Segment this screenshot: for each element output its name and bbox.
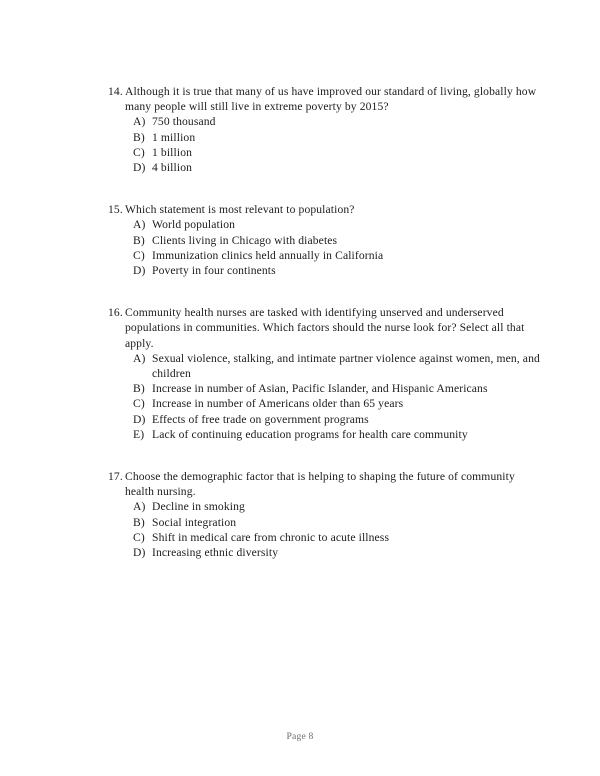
answer-option[interactable] (108, 114, 540, 129)
option-letter: D) (133, 264, 146, 278)
question-number: 14. (108, 85, 123, 98)
answer-option[interactable] (108, 145, 540, 160)
option-text: Sexual violence, stalking, and intimate partner violence against women, men, and children (152, 351, 540, 381)
option-letter: C) (133, 145, 145, 159)
answer-option[interactable] (108, 545, 540, 560)
question-stem (108, 84, 540, 114)
option-letter: A) (133, 115, 146, 129)
option-letter: D) (133, 412, 146, 426)
option-letter: B) (133, 130, 145, 144)
option-text: 4 billion (152, 161, 193, 175)
answer-option[interactable] (108, 530, 540, 545)
option-text: Clients living in Chicago with diabetes (152, 233, 338, 247)
option-text: Poverty in four continents (152, 264, 276, 278)
question-stem (108, 469, 540, 499)
option-text: Shift in medical care from chronic to acute illness (152, 530, 390, 544)
option-letter: B) (133, 515, 145, 529)
option-text: 750 thousand (152, 115, 216, 129)
option-letter: C) (133, 530, 145, 544)
answer-option[interactable] (108, 412, 540, 427)
answer-option[interactable] (108, 381, 540, 396)
option-text: Social integration (152, 515, 237, 529)
answer-option[interactable] (108, 351, 540, 381)
question-list (108, 84, 540, 560)
answer-option[interactable] (108, 248, 540, 263)
option-text: Lack of continuing education programs for health care community (152, 427, 468, 441)
option-letter: A) (133, 218, 146, 232)
answer-options (108, 114, 540, 175)
answer-option[interactable] (108, 396, 540, 411)
answer-option[interactable] (108, 427, 540, 442)
answer-option[interactable] (108, 263, 540, 278)
option-letter: D) (133, 161, 146, 175)
answer-options (108, 351, 540, 442)
question-text: Which statement is most relevant to population? (125, 203, 355, 217)
option-text: 1 billion (152, 145, 193, 159)
option-text: Decline in smoking (152, 500, 245, 514)
answer-option[interactable] (108, 130, 540, 145)
question-stem (108, 202, 540, 217)
answer-options (108, 499, 540, 560)
question-stem (108, 305, 540, 351)
question-text: Although it is true that many of us have improved our standard of living, globally how many people will still live in extreme poverty by 2015? (125, 85, 537, 114)
answer-option[interactable] (108, 217, 540, 232)
answer-options (108, 217, 540, 278)
question-number: 16. (108, 306, 123, 320)
option-text: World population (152, 218, 236, 232)
option-letter: B) (133, 233, 145, 247)
option-text: 1 million (152, 130, 196, 144)
question-number: 15. (108, 203, 123, 217)
question-item (108, 469, 540, 560)
question-item (108, 305, 540, 442)
option-letter: A) (133, 500, 146, 514)
question-text: Choose the demographic factor that is helping to shaping the future of community health nursing. (125, 470, 515, 499)
option-letter: B) (133, 382, 145, 396)
answer-option[interactable] (108, 233, 540, 248)
question-item (108, 202, 540, 278)
question-item (108, 84, 540, 175)
option-text: Increase in number of Asian, Pacific Islander, and Hispanic Americans (152, 382, 488, 396)
option-text: Increasing ethnic diversity (152, 546, 279, 560)
option-letter: C) (133, 248, 145, 262)
option-letter: A) (133, 351, 146, 365)
option-text: Increase in number of Americans older than 65 years (152, 397, 404, 411)
answer-option[interactable] (108, 515, 540, 530)
option-text: Effects of free trade on government programs (152, 412, 369, 426)
answer-option[interactable] (108, 499, 540, 514)
question-number: 17. (108, 470, 123, 484)
option-text: Immunization clinics held annually in California (152, 248, 384, 262)
option-letter: E) (133, 427, 145, 441)
option-letter: D) (133, 546, 146, 560)
option-letter: C) (133, 397, 145, 411)
answer-option[interactable] (108, 160, 540, 175)
page-footer: Page 8 (286, 731, 314, 742)
question-text: Community health nurses are tasked with identifying unserved and underserved populations in communities. Which factors should the nurse look for? Select all that apply. (125, 306, 525, 350)
